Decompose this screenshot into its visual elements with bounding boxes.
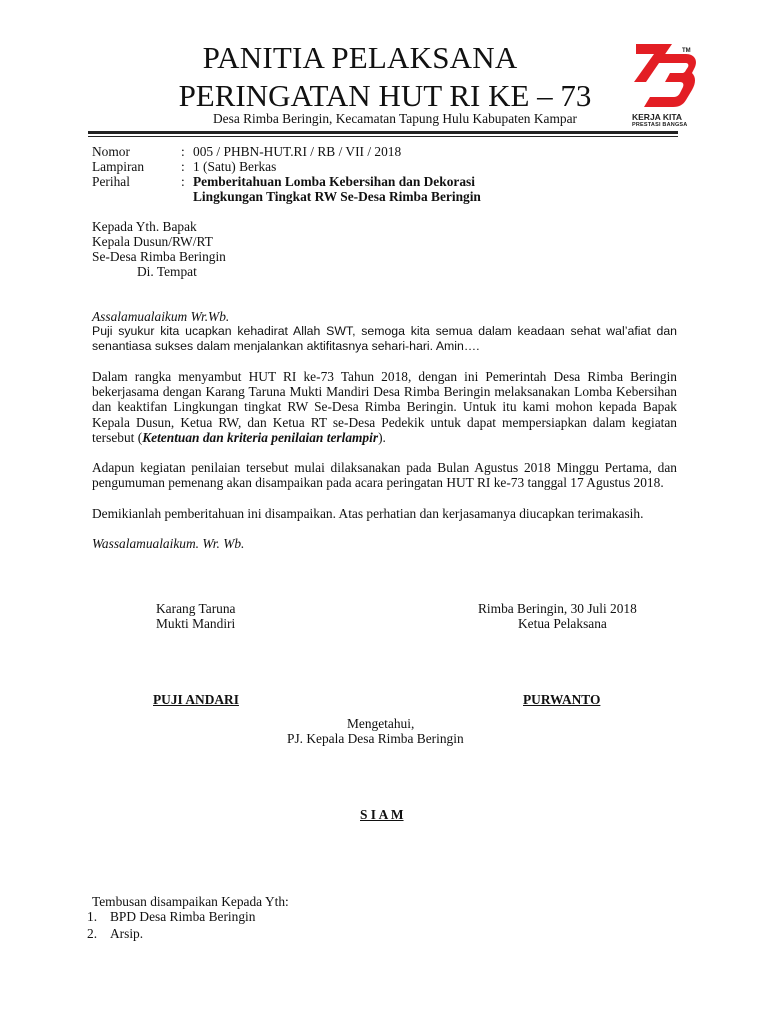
letterhead-title-line2: PERINGATAN HUT RI KE – 73 [178,78,592,113]
lampiran-label: Lampiran [92,159,145,174]
paragraph-1: Puji syukur kita ucapkan kehadirat Allah SWT, semoga kita semua dalam keadaan sehat wal’afiat dan senantiasa sukses dalam menjalankan aktifitasnya sehari-hari. Amin…. [92,324,677,354]
logo-tm: TM [682,48,691,54]
letterhead-subtitle: Desa Rimba Beringin, Kecamatan Tapung Hulu Kabupaten Kampar [213,111,577,126]
recipient-place: Di. Tempat [137,264,197,279]
recipient-line-2: Kepala Dusun/RW/RT [92,234,213,249]
letterhead-rule-thin [88,136,678,137]
cc-heading: Tembusan disampaikan Kepada Yth: [92,894,289,909]
paragraph-4: Demikianlah pemberitahuan ini disampaikan. Atas perhatian dan kerjasamanya diucapkan terimakasih. [92,506,644,521]
recipient-line-1: Kepada Yth. Bapak [92,219,197,234]
letterhead-title-line1: PANITIA PELAKSANA [202,40,518,75]
left-signatory-org-2: Mukti Mandiri [156,616,236,631]
acknowledge-label: Mengetahui, [347,716,415,731]
nomor-label: Nomor [92,144,130,159]
greeting: Assalamualaikum Wr.Wb. [92,309,230,324]
left-signatory-name: PUJI ANDARI [153,692,239,707]
perihal-line-2: Lingkungan Tingkat RW Se-Desa Rimba Beringin [193,189,481,204]
cc-item-2-number: 2. [87,926,98,941]
right-signatory-role: Ketua Pelaksana [518,616,607,631]
acknowledge-role: PJ. Kepala Desa Rimba Beringin [287,731,464,746]
letterhead-rule-thick [88,131,678,134]
hut-ri-73-logo [632,40,702,132]
recipient-line-3: Se-Desa Rimba Beringin [92,249,226,264]
right-signatory-name: PURWANTO [523,692,601,707]
paragraph-3: Adapun kegiatan penilaian tersebut mulai dilaksanakan pada Bulan Agustus 2018 Minggu Pertama, dan pengumuman pemenang akan disampaikan pada acara peringatan HUT RI ke-73 tanggal 17 Agustus 2018. [92,460,677,491]
lampiran-colon: : [181,159,185,174]
hut-73-logo-mark-icon [632,40,702,112]
left-signatory-org-1: Karang Taruna [156,601,236,616]
paragraph-2-emphasis: Ketentuan dan kriteria penilaian terlampir [142,429,379,445]
nomor-value: 005 / PHBN-HUT.RI / RB / VII / 2018 [193,144,402,159]
perihal-colon: : [181,174,185,189]
cc-item-1-number: 1. [87,909,98,924]
lampiran-value: 1 (Satu) Berkas [193,159,277,174]
nomor-colon: : [181,144,185,159]
paragraph-2-text: Dalam rangka menyambut HUT RI ke-73 Tahun 2018, dengan ini Pemerintah Desa Rimba Beringin bekerjasama dengan Karang Taruna Mukti Mandiri Desa Rimba Beringin melaksanakan Lomba Kebersihan dan keaktifan Lingkungan tingkat RW Se-Desa Rimba Beringin. Untuk itu kami mohon kepada Bapak Kepala Dusun, Ketua RW, dan Ketua RT se-Desa Pedekik untuk dapat mempersiapkan dalam kegiatan tersebut ( [92,369,677,445]
logo-tagline-2: PRESTASI BANGSA [632,122,688,128]
paragraph-2 [92,369,677,445]
cc-item-2-text: Arsip. [110,926,144,941]
perihal-line-1: Pemberitahuan Lomba Kebersihan dan Dekorasi [193,174,475,189]
logo-tagline-1: KERJA KITA [632,112,683,122]
perihal-label: Perihal [92,174,130,189]
place-date: Rimba Beringin, 30 Juli 2018 [478,601,637,616]
cc-item-1-text: BPD Desa Rimba Beringin [110,909,256,924]
closing-salutation: Wassalamualaikum. Wr. Wb. [92,536,245,551]
paragraph-2-end: ). [378,429,386,445]
acknowledge-name: S I A M [360,807,404,822]
